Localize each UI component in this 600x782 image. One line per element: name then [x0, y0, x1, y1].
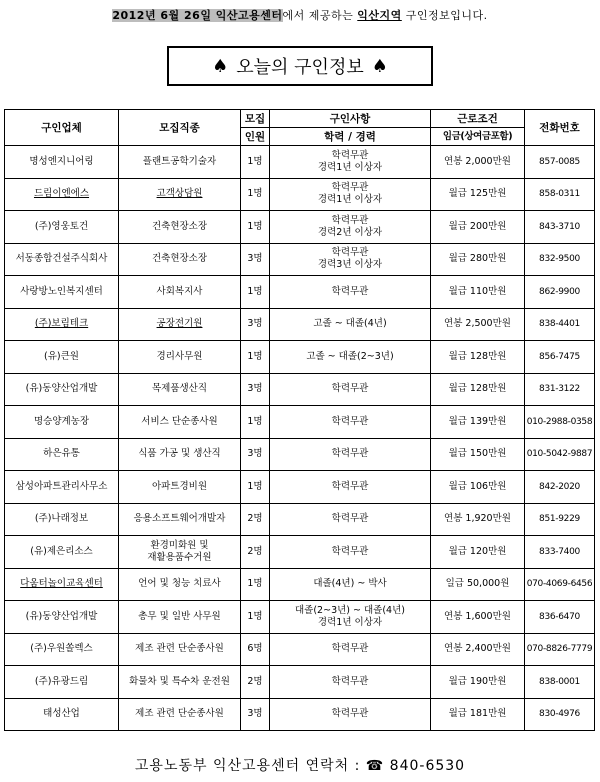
cell-requirements [270, 633, 431, 666]
cell-wage [431, 178, 525, 211]
cell-requirements [270, 536, 431, 569]
cell-company [5, 536, 119, 569]
cell-wage [431, 373, 525, 406]
cell-count [241, 243, 270, 276]
wage: 월급 200만원 [448, 220, 507, 232]
job-title: 화물차 및 특수차 운전원 [129, 675, 230, 687]
cell-requirements [270, 471, 431, 504]
wage: 연봉 2,400만원 [444, 643, 511, 655]
wage: 월급 139만원 [448, 415, 507, 427]
table-row [5, 601, 595, 634]
cell-wage [431, 698, 525, 731]
cell-count [241, 406, 270, 439]
wage: 월급 190만원 [448, 675, 507, 687]
headcount: 2명 [247, 513, 263, 525]
education: 학력무관 [331, 214, 369, 226]
cell-count [241, 471, 270, 504]
cell-wage [431, 341, 525, 374]
phone-number: 833-7400 [539, 546, 580, 557]
cell-wage [431, 438, 525, 471]
cell-phone [525, 698, 595, 731]
job-title: 환경미화원 및 [150, 539, 209, 551]
cell-company [5, 471, 119, 504]
company-name: 사랑방노인복지센터 [20, 285, 103, 297]
headcount: 1명 [247, 610, 263, 622]
job-title: 식품 가공 및 생산직 [138, 448, 221, 460]
job-title: 응용소프트웨어개발자 [133, 513, 226, 525]
footer-text: 고용노동부 익산고용센터 연락처 : [134, 758, 366, 774]
headcount: 3명 [247, 708, 263, 720]
job-title: 제조 관련 단순종사원 [135, 643, 224, 655]
education: 학력무관 [331, 675, 369, 687]
cell-job [119, 243, 241, 276]
cell-count [241, 373, 270, 406]
cell-wage [431, 568, 525, 601]
table-row [5, 211, 595, 244]
cell-wage [431, 536, 525, 569]
cell-job [119, 503, 241, 536]
job-title-line2: 재활용품수거원 [147, 551, 212, 563]
headcount: 3명 [247, 318, 263, 330]
cell-company [5, 276, 119, 309]
cell-company [5, 438, 119, 471]
cell-requirements [270, 211, 431, 244]
page-title-box [167, 46, 433, 86]
spade-icon-right: ♠ [371, 55, 388, 77]
job-title: 언어 및 청능 치료사 [138, 578, 221, 590]
header-tail: 구인정보입니다. [401, 9, 488, 22]
phone-number: 010-2988-0358 [526, 416, 593, 427]
cell-phone [525, 178, 595, 211]
table-row [5, 406, 595, 439]
phone-icon: ☎ [365, 758, 385, 774]
job-title: 아파트경비원 [151, 480, 208, 492]
phone-number: 856-7475 [539, 351, 580, 362]
cell-job [119, 406, 241, 439]
cell-job [119, 633, 241, 666]
cell-job [119, 341, 241, 374]
header-count-top: 모집 [241, 110, 270, 128]
table-row [5, 146, 595, 179]
table-row [5, 178, 595, 211]
career: 경력1년 이상자 [317, 194, 383, 206]
career: 경력3년 이상자 [317, 259, 383, 271]
cell-company [5, 633, 119, 666]
table-row [5, 341, 595, 374]
company-name: (유)동양산업개발 [25, 610, 98, 622]
cell-job [119, 536, 241, 569]
education: 대졸(2~3년) ~ 대졸(4년) [295, 604, 405, 616]
cell-count [241, 438, 270, 471]
cell-wage [431, 633, 525, 666]
headcount: 3명 [247, 383, 263, 395]
job-title: 플랜트공학기술자 [142, 155, 217, 167]
education: 학력무관 [331, 513, 369, 525]
cell-phone [525, 308, 595, 341]
header-requirements: 구인사항 [270, 110, 431, 128]
job-title: 서비스 단순종사원 [141, 415, 218, 427]
cell-job [119, 471, 241, 504]
headcount: 1명 [247, 285, 263, 297]
header-phone: 전화번호 [525, 110, 595, 146]
job-title: 공장전기원 [156, 318, 203, 330]
table-row [5, 308, 595, 341]
wage: 연봉 1,920만원 [444, 513, 511, 525]
cell-job [119, 276, 241, 309]
headcount: 2명 [247, 545, 263, 557]
cell-wage [431, 211, 525, 244]
cell-requirements [270, 666, 431, 699]
cell-company [5, 211, 119, 244]
company-name: (주)유광드림 [34, 675, 89, 687]
table-row [5, 471, 595, 504]
cell-company [5, 666, 119, 699]
cell-company [5, 178, 119, 211]
cell-count [241, 503, 270, 536]
wage: 연봉 1,600만원 [444, 610, 511, 622]
phone-number: 838-0001 [539, 676, 580, 687]
company-name: 다움터놀이교육센터 [20, 578, 103, 590]
cell-requirements [270, 341, 431, 374]
cell-count [241, 698, 270, 731]
cell-requirements [270, 503, 431, 536]
education: 학력무관 [331, 480, 369, 492]
headcount: 1명 [247, 578, 263, 590]
job-listing-table [4, 109, 595, 731]
cell-wage [431, 503, 525, 536]
cell-count [241, 568, 270, 601]
company-name: 드림이엔에스 [33, 188, 90, 200]
career: 경력1년 이상자 [317, 161, 383, 173]
cell-job [119, 438, 241, 471]
cell-requirements [270, 276, 431, 309]
education: 학력무관 [331, 448, 369, 460]
phone-number: 070-8826-7779 [526, 644, 593, 655]
education: 학력무관 [331, 415, 369, 427]
education: 대졸(4년) ~ 박사 [313, 578, 387, 590]
education: 고졸 ~ 대졸(2~3년) [306, 350, 394, 362]
cell-phone [525, 146, 595, 179]
cell-phone [525, 406, 595, 439]
wage: 월급 110만원 [448, 285, 507, 297]
cell-requirements [270, 178, 431, 211]
cell-requirements [270, 308, 431, 341]
cell-phone [525, 666, 595, 699]
cell-phone [525, 341, 595, 374]
cell-wage [431, 666, 525, 699]
job-title: 고객상담원 [156, 188, 203, 200]
job-title: 목제품생산직 [151, 383, 208, 395]
headcount: 1명 [247, 480, 263, 492]
education: 학력무관 [331, 149, 369, 161]
job-title: 건축현장소장 [151, 220, 208, 232]
cell-phone [525, 243, 595, 276]
cell-requirements [270, 243, 431, 276]
cell-requirements [270, 438, 431, 471]
table-row [5, 243, 595, 276]
cell-job [119, 146, 241, 179]
cell-wage [431, 308, 525, 341]
phone-number: 842-2020 [539, 481, 580, 492]
cell-job [119, 178, 241, 211]
phone-number: 836-6470 [539, 611, 580, 622]
cell-wage [431, 471, 525, 504]
cell-job [119, 308, 241, 341]
table-row [5, 568, 595, 601]
wage: 월급 120만원 [448, 545, 507, 557]
company-name: (유)제은리소스 [30, 545, 93, 557]
cell-count [241, 178, 270, 211]
wage: 월급 125만원 [448, 188, 507, 200]
cell-wage [431, 276, 525, 309]
job-title: 사회복지사 [156, 285, 203, 297]
phone-number: 010-5042-9887 [526, 449, 593, 460]
headcount: 1명 [247, 350, 263, 362]
headcount: 2명 [247, 675, 263, 687]
cell-company [5, 243, 119, 276]
table-row [5, 633, 595, 666]
job-title: 제조 관련 단순종사원 [135, 708, 224, 720]
page-title: 오늘의 구인정보 [236, 57, 364, 78]
cell-phone [525, 438, 595, 471]
header-wage: 임금(상여금포함) [431, 128, 525, 146]
phone-number: 843-3710 [539, 221, 580, 232]
cell-company [5, 341, 119, 374]
cell-wage [431, 243, 525, 276]
wage: 연봉 2,000만원 [444, 155, 511, 167]
education: 학력무관 [331, 383, 369, 395]
cell-company [5, 406, 119, 439]
cell-phone [525, 276, 595, 309]
company-name: (유)동양산업개발 [25, 383, 98, 395]
job-title: 건축현장소장 [151, 253, 208, 265]
cell-phone [525, 633, 595, 666]
company-name: 서동종합건설주식회사 [15, 253, 108, 265]
company-name: 태성산업 [43, 708, 80, 720]
headcount: 1명 [247, 415, 263, 427]
company-name: (주)보림테크 [34, 318, 89, 330]
cell-phone [525, 568, 595, 601]
table-row [5, 698, 595, 731]
education: 학력무관 [331, 643, 369, 655]
header-education-career: 학력 / 경력 [270, 128, 431, 146]
cell-job [119, 211, 241, 244]
cell-job [119, 698, 241, 731]
cell-job [119, 666, 241, 699]
phone-number: 858-0311 [539, 189, 580, 200]
cell-phone [525, 373, 595, 406]
spade-icon-left: ♠ [212, 55, 229, 77]
wage: 월급 280만원 [448, 253, 507, 265]
headcount: 3명 [247, 253, 263, 265]
table-row [5, 536, 595, 569]
company-name: 명승양계농장 [33, 415, 90, 427]
education: 학력무관 [331, 285, 369, 297]
phone-number: 070-4069-6456 [526, 579, 593, 590]
cell-company [5, 568, 119, 601]
wage: 연봉 2,500만원 [444, 318, 511, 330]
header-date: 2012년 6월 26일 익산고용센터 [112, 9, 283, 22]
cell-requirements [270, 698, 431, 731]
wage: 월급 128만원 [448, 383, 507, 395]
cell-wage [431, 601, 525, 634]
cell-company [5, 308, 119, 341]
cell-company [5, 373, 119, 406]
cell-wage [431, 146, 525, 179]
company-name: 삼성아파트관리사무소 [15, 480, 108, 492]
cell-count [241, 666, 270, 699]
wage: 일급 50,000원 [445, 578, 510, 590]
cell-job [119, 373, 241, 406]
page-header [0, 7, 600, 23]
company-name: 하은유통 [43, 448, 80, 460]
header-middle: 에서 제공하는 [282, 9, 358, 22]
header-job: 모집직종 [119, 110, 241, 146]
cell-requirements [270, 406, 431, 439]
phone-number: 838-4401 [539, 319, 580, 330]
page-footer [0, 755, 600, 775]
career: 경력1년 이상자 [317, 616, 383, 628]
headcount: 1명 [247, 188, 263, 200]
header-count-bottom: 인원 [241, 128, 270, 146]
table-row [5, 276, 595, 309]
cell-phone [525, 471, 595, 504]
wage: 월급 128만원 [448, 350, 507, 362]
cell-phone [525, 536, 595, 569]
headcount: 3명 [247, 448, 263, 460]
job-title: 경리사무원 [156, 350, 203, 362]
education: 고졸 ~ 대졸(4년) [313, 318, 387, 330]
table-row [5, 666, 595, 699]
wage: 월급 181만원 [448, 708, 507, 720]
cell-phone [525, 211, 595, 244]
table-row [5, 438, 595, 471]
cell-requirements [270, 373, 431, 406]
company-name: (유)큰원 [44, 350, 79, 362]
footer-phone: 840-6530 [384, 758, 466, 774]
education: 학력무관 [331, 182, 369, 194]
cell-job [119, 601, 241, 634]
cell-phone [525, 601, 595, 634]
phone-number: 862-9900 [539, 286, 580, 297]
phone-number: 831-3122 [539, 384, 580, 395]
cell-count [241, 341, 270, 374]
cell-company [5, 503, 119, 536]
company-name: (주)나래정보 [34, 513, 89, 525]
career: 경력2년 이상자 [317, 226, 383, 238]
company-name: (주)우원쏠렉스 [30, 643, 93, 655]
education: 학력무관 [331, 545, 369, 557]
header-region: 익산지역 [357, 9, 402, 22]
job-title: 총무 및 일반 사무원 [138, 610, 221, 622]
cell-count [241, 211, 270, 244]
header-conditions: 근로조건 [431, 110, 525, 128]
phone-number: 851-9229 [539, 514, 580, 525]
cell-count [241, 601, 270, 634]
cell-count [241, 633, 270, 666]
wage: 월급 150만원 [448, 448, 507, 460]
cell-count [241, 276, 270, 309]
education: 학력무관 [331, 247, 369, 259]
cell-job [119, 568, 241, 601]
cell-company [5, 601, 119, 634]
phone-number: 857-0085 [539, 156, 580, 167]
cell-wage [431, 406, 525, 439]
table-row [5, 503, 595, 536]
phone-number: 832-9500 [539, 254, 580, 265]
header-company: 구인업체 [5, 110, 119, 146]
cell-count [241, 308, 270, 341]
headcount: 6명 [247, 643, 263, 655]
cell-requirements [270, 146, 431, 179]
education: 학력무관 [331, 708, 369, 720]
table-row [5, 373, 595, 406]
cell-requirements [270, 601, 431, 634]
cell-requirements [270, 568, 431, 601]
cell-phone [525, 503, 595, 536]
company-name: 명성엔지니어링 [29, 155, 94, 167]
wage: 월급 106만원 [448, 480, 507, 492]
headcount: 1명 [247, 220, 263, 232]
cell-count [241, 146, 270, 179]
company-name: (주)영웅토건 [34, 220, 89, 232]
headcount: 1명 [247, 155, 263, 167]
cell-count [241, 536, 270, 569]
cell-company [5, 698, 119, 731]
cell-company [5, 146, 119, 179]
phone-number: 830-4976 [539, 709, 580, 720]
